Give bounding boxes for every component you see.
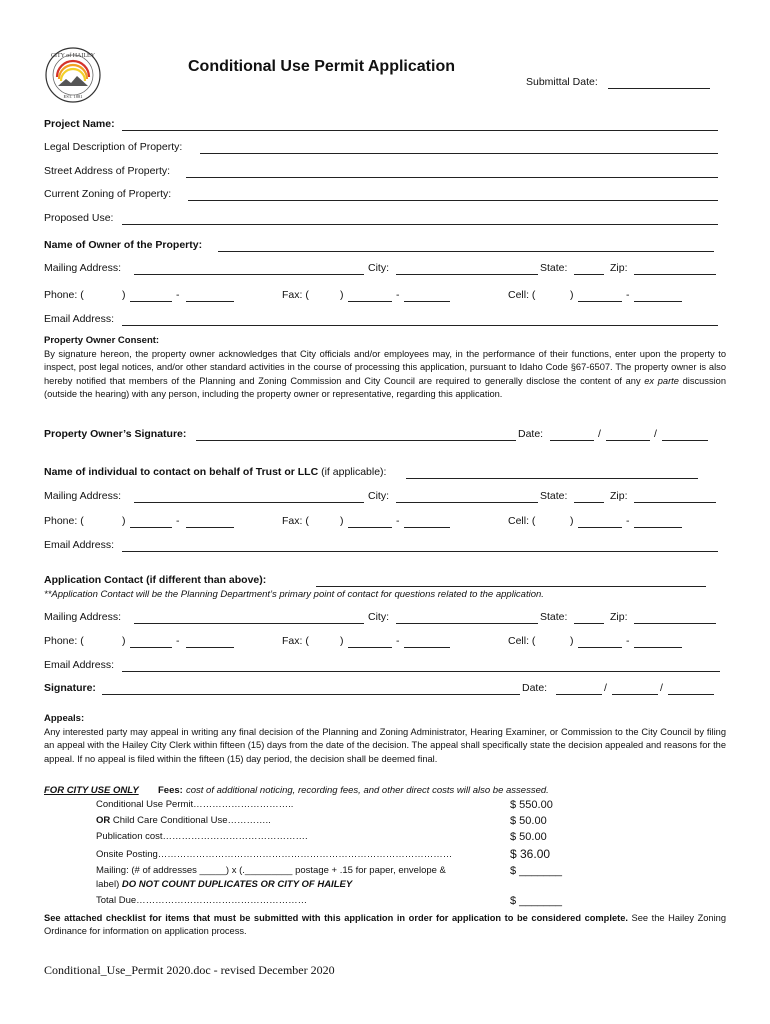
owner-signature-field[interactable] [196,440,516,441]
owner-email-field[interactable] [122,325,718,326]
contact-fax-prefix-field[interactable] [348,647,392,648]
trust-city-label: City: [368,490,389,502]
trust-cell-line-field[interactable] [634,527,682,528]
trust-name-field[interactable] [406,478,698,479]
trust-state-label: State: [540,490,568,502]
trust-cell-label: Cell: ( [508,515,536,527]
legal-description-label: Legal Description of Property: [44,141,183,153]
fee-item-publication: Publication cost………………………………………. [96,831,308,842]
owner-phone-prefix-field[interactable] [130,301,172,302]
trust-fax-label: Fax: ( [282,515,309,527]
trust-mailing-label: Mailing Address: [44,490,122,502]
contact-cell-prefix-field[interactable] [578,647,622,648]
fee-item-child-care: OR Child Care Conditional Use………….. [96,815,271,826]
contact-name-field[interactable] [316,586,706,587]
fee-amount-cup: $ 550.00 [510,799,553,811]
contact-date-year-field[interactable] [668,694,714,695]
contact-mailing-field[interactable] [134,623,364,624]
consent-heading: Property Owner Consent: [44,335,160,346]
owner-email-label: Email Address: [44,313,115,325]
application-page: CITY of HAILEY EST. 1881 Conditional Use Permit Application Submittal Date: Project Name: Legal Description of Property: Street Address of Property: Current Zoning of Property: Proposed Use: Name of Owner of the Property: Mailing Address: City: State: Zip: Phone: ( ) - Fax: ( ) - Cell: ( ) - Email Address: Property Owner Consent: By signature hereon, the property owner acknowledges that City officials and/or employees may, in the performance of their functions, enter upon the property to inspect, post legal notices, and/or other standard activities in the course of processing this application, pursuant to Idaho Code §67-6507. The property owner is also hereby notified that members of the Planning and Zoning Commission and City Council are required to generally disclose the content of any ex parte discussion (outside the hearing) with any person, including the property owner or representative, regarding this application. Property Owner’s Signature: Date: / / Name of individual to contact on behalf of Trust or LLC (if applicable): Mailing Address: City: State: Zip: Phone: ( ) - Fax: ( ) - Cell: ( ) - Email Address: Application Contact (if different than above): **Application Contact will be the Planning Department’s primary point of contact for questions related to the application. Mailing Address: City: State: Zip: Phone: ( ) - Fax: ( ) - Cell: ( ) - Email Address: Signature: Date: / / Appeals: Any interested party may appeal in writing any final decision of the Planning and Zoning Administrator, Hearing Examiner, or Commission to the City Council by filing an appeal with the Hailey City Clerk within fifteen (15) days from the date of the decision. The appeal shall specifically state the decision appealed and reasons for the appeal. If no appeal is filed within the fifteen (15) day period, the decision shall be deemed final. FOR CITY USE ONLY Fees: cost of additional noticing, recording fees, and other direct costs will also be assessed. Conditional Use Permit………………………….. $ 550.00 OR Child Care Conditional Use………….. $ 50.00 Publication cost………………………………………. $ 50.00 Onsite Posting………………………………………………………………………………… $ 36.00 Mailing: (# of addresses _____) x (._________ postage + .15 for paper, envelope & label) DO NOT COUNT DUPLICATES OR CITY OF HAILEY $ _______ Total Due……………………………………………… $ _______ See attached checklist for items that must be submitted with this application in order for application to be considered complete. See the Hailey Zoning Ordinance for information on application process. Conditional_Use_Permit 2020.doc - revised December 2020 [0,0,770,1024]
trust-phone-line-field[interactable] [186,527,234,528]
contact-city-field[interactable] [396,623,538,624]
current-zoning-label: Current Zoning of Property: [44,188,172,200]
trust-phone-label: Phone: ( [44,515,84,527]
appeals-text: Any interested party may appeal in writing any final decision of the Planning and Zoning Administrator, Hearing Examiner, or Commission to the City Council by filing an appeal with the Hailey City Clerk within fifteen (15) days from the date of the decision. The appeal shall specifically state the decision appealed and reasons for the appeal. If no appeal is filed within the fifteen (15) day period, the decision shall be deemed final. [44,727,726,764]
trust-state-field[interactable] [574,502,604,503]
contact-zip-label: Zip: [610,611,628,623]
proposed-use-label: Proposed Use: [44,212,114,224]
contact-date-label: Date: [522,682,548,694]
fee-amount-child-care: $ 50.00 [510,815,547,827]
project-name-label: Project Name: [44,118,115,130]
svg-text:EST. 1881: EST. 1881 [63,94,83,99]
trust-fax-line-field[interactable] [404,527,450,528]
owner-signature-date-label: Date: [518,428,544,440]
owner-fax-prefix-field[interactable] [348,301,392,302]
contact-state-label: State: [540,611,568,623]
owner-phone-label: Phone: ( [44,289,84,301]
owner-fax-label: Fax: ( [282,289,309,301]
owner-fax-line-field[interactable] [404,301,450,302]
contact-heading: Application Contact (if different than above): [44,574,267,586]
submittal-date-field[interactable] [608,88,710,89]
fee-amount-mailing[interactable]: $ _______ [510,865,562,877]
fee-total-amount[interactable]: $ _______ [510,895,562,907]
contact-zip-field[interactable] [634,623,716,624]
fee-item-mailing: Mailing: (# of addresses _____) x (._________ postage + .15 for paper, envelope & [96,865,446,876]
owner-cell-label: Cell: ( [508,289,536,301]
owner-city-label: City: [368,262,389,274]
fees-label: Fees: [158,785,183,796]
trust-zip-field[interactable] [634,502,716,503]
contact-email-label: Email Address: [44,659,115,671]
project-name-field[interactable] [122,130,718,131]
owner-date-day-field[interactable] [606,440,650,441]
owner-date-year-field[interactable] [662,440,708,441]
footer-text: Conditional_Use_Permit 2020.doc - revised December 2020 [44,963,335,977]
svg-text:CITY of HAILEY: CITY of HAILEY [50,53,96,59]
trust-fax-prefix-field[interactable] [348,527,392,528]
contact-date-month-field[interactable] [556,694,602,695]
fee-amount-onsite-posting: $ 36.00 [510,847,551,861]
contact-signature-field[interactable] [102,694,520,695]
contact-fax-line-field[interactable] [404,647,450,648]
page-title: Conditional Use Permit Application [188,58,455,75]
contact-signature-label: Signature: [44,682,96,694]
owner-state-field[interactable] [574,274,604,275]
owner-cell-line-field[interactable] [634,301,682,302]
city-use-only-label: FOR CITY USE ONLY [44,785,139,796]
owner-signature-label: Property Owner’s Signature: [44,428,187,440]
owner-zip-field[interactable] [634,274,716,275]
appeals-heading: Appeals: [44,713,85,724]
owner-state-label: State: [540,262,568,274]
fee-item-onsite-posting: Onsite Posting………………………………………………………………………………… [96,849,453,860]
owner-phone-line-field[interactable] [186,301,234,302]
trust-mailing-field[interactable] [134,502,364,503]
contact-note: **Application Contact will be the Planning Department’s primary point of contact for questions related to the application. [44,589,544,600]
owner-name-field[interactable] [218,251,714,252]
city-of-hailey-seal [44,46,102,104]
fees-note: cost of additional noticing, recording fees, and other direct costs will also be assessed. [186,785,549,796]
contact-phone-prefix-field[interactable] [130,647,172,648]
trust-cell-prefix-field[interactable] [578,527,622,528]
contact-cell-line-field[interactable] [634,647,682,648]
trust-name-label: Name of individual to contact on behalf of Trust or LLC (if applicable): [44,466,387,478]
proposed-use-field[interactable] [122,224,718,225]
fee-total-label: Total Due……………………………………………… [96,895,308,906]
closing-text: See attached checklist for items that must be submitted with this application in order for application to be considered complete. See the Hailey Zoning Ordinance for information on application process. [44,913,726,937]
submittal-date-label: Submittal Date: [526,76,598,88]
contact-fax-label: Fax: ( [282,635,309,647]
contact-cell-label: Cell: ( [508,635,536,647]
trust-city-field[interactable] [396,502,538,503]
owner-cell-prefix-field[interactable] [578,301,622,302]
owner-name-label: Name of Owner of the Property: [44,239,203,251]
trust-phone-prefix-field[interactable] [130,527,172,528]
owner-mailing-field[interactable] [134,274,364,275]
legal-description-field[interactable] [200,153,718,154]
consent-text: By signature hereon, the property owner acknowledges that City officials and/or employees may, in the performance of their functions, enter upon the property to inspect, post legal notices, and/or other standard activities in the course of processing this application, pursuant to Idaho Code §67-6507. The property owner is also hereby notified that members of the Planning and Zoning Commission and City Council are required to generally disclose the content of any ex parte discussion (outside the hearing) with any person, including the property owner or representative, regarding this application. [44,349,726,400]
contact-email-field[interactable] [122,671,720,672]
trust-email-label: Email Address: [44,539,115,551]
contact-date-day-field[interactable] [612,694,658,695]
current-zoning-field[interactable] [188,200,718,201]
contact-phone-label: Phone: ( [44,635,84,647]
owner-mailing-label: Mailing Address: [44,262,122,274]
contact-state-field[interactable] [574,623,604,624]
trust-email-field[interactable] [122,551,718,552]
owner-zip-label: Zip: [610,262,628,274]
fee-item-cup: Conditional Use Permit………………………….. [96,799,294,810]
owner-city-field[interactable] [396,274,538,275]
fee-item-mailing-note: label) DO NOT COUNT DUPLICATES OR CITY OF HAILEY [96,879,353,890]
street-address-field[interactable] [186,177,718,178]
trust-zip-label: Zip: [610,490,628,502]
street-address-label: Street Address of Property: [44,165,171,177]
owner-date-month-field[interactable] [550,440,594,441]
contact-phone-line-field[interactable] [186,647,234,648]
fee-amount-publication: $ 50.00 [510,831,547,843]
contact-city-label: City: [368,611,389,623]
contact-mailing-label: Mailing Address: [44,611,122,623]
